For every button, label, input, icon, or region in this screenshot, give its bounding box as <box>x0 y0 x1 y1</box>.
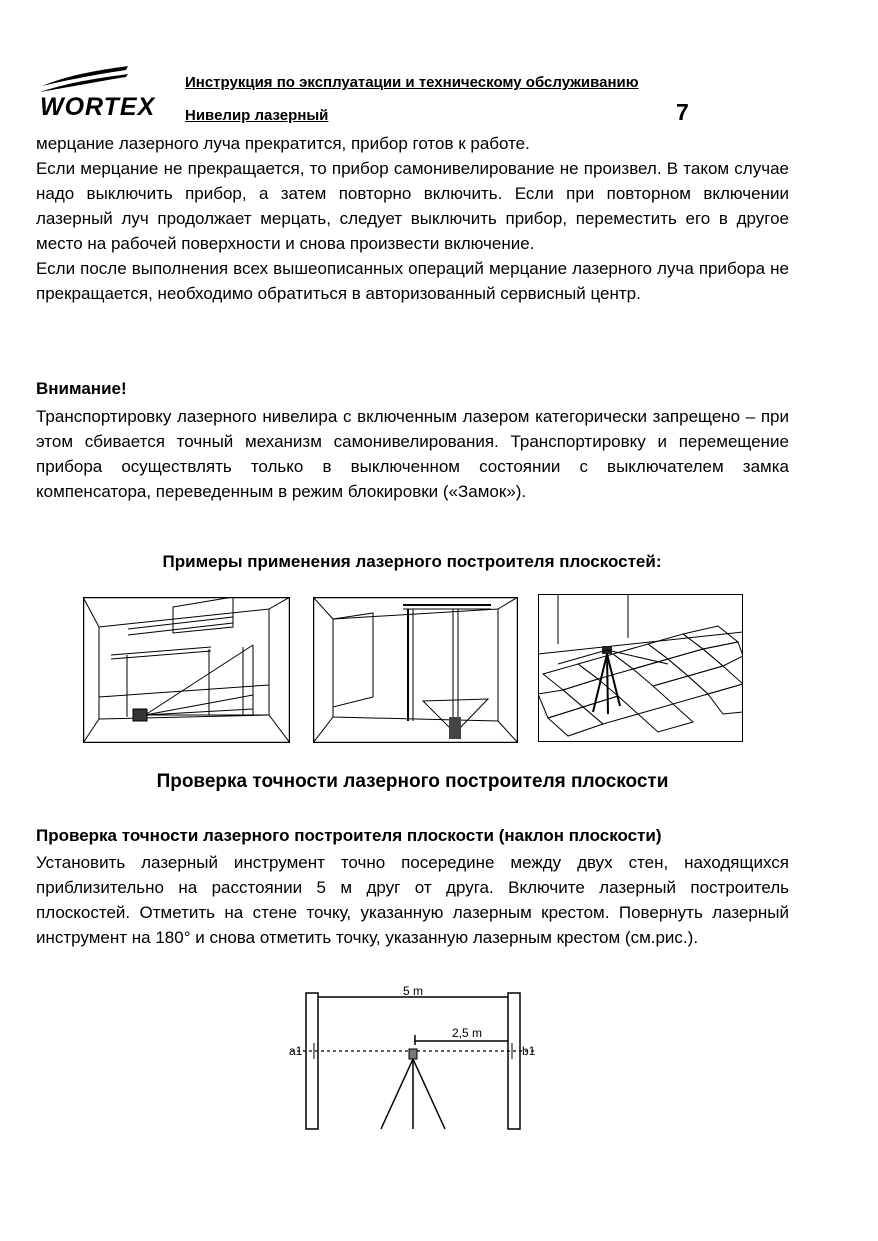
mark-a1-label: a1 <box>289 1044 303 1058</box>
example-illustration-tiled-floor <box>538 594 743 742</box>
paragraph-accuracy-check: Установить лазерный инструмент точно посередине между двух стен, находящихся приблизительно на расстоянии 5 м друг от друга. Включите лазерный построитель плоскостей. Отметить на стене точку, указанную лазерным крестом. Повернуть лазерный инструмент на 180° и снова отметить точку, указанную лазерным крестом (см.рис.). <box>36 853 789 947</box>
examples-heading: Примеры применения лазерного построителя плоскостей: <box>162 552 662 571</box>
logo-text: WORTEX <box>40 93 156 120</box>
mark-b1-label: b1 <box>522 1044 536 1058</box>
example-illustration-room <box>83 597 290 743</box>
document-subtitle: Нивелир лазерный <box>185 107 329 124</box>
section-heading: Проверка точности лазерного построителя плоскости <box>156 771 669 792</box>
document-title: Инструкция по эксплуатации и техническому обслуживанию <box>185 74 639 91</box>
attention-label: Внимание! <box>36 379 127 398</box>
subsection-heading: Проверка точности лазерного построителя плоскости (наклон плоскости) <box>36 826 662 845</box>
distance-half-label: 2,5 m <box>451 1026 483 1040</box>
page-number: 7 <box>676 99 689 125</box>
distance-total-label: 5 m <box>402 984 424 998</box>
paragraph-transport-warning: Транспортировку лазерного нивелира с включенным лазером категорически запрещено – при этом сбивается точный механизм самонивелирования. Транспортировку и перемещение прибора осуществлять только в выключенном состоянии с выключателем замка компенсатора, переведенным в режим блокировки («Замок»). <box>36 407 789 501</box>
wortex-logo <box>36 64 168 120</box>
paragraph-self-leveling: мерцание лазерного луча прекратится, прибор готов к работе. Если мерцание не прекращается, то прибор самонивелирование не произвел. В таком случае надо выключить прибор, а затем повторно включить. Если при повторном включении лазерный луч продолжает мерцать, следует выключить прибор, переместить его в другое место на рабочей поверхности и снова произвести включение. Если после выполнения всех вышеописанных операций мерцание лазерного луча прибора не прекращается, необходимо обратиться в авторизованный сервисный центр. <box>36 134 789 303</box>
example-illustration-doorway <box>313 597 518 743</box>
accuracy-check-diagram <box>285 983 545 1133</box>
